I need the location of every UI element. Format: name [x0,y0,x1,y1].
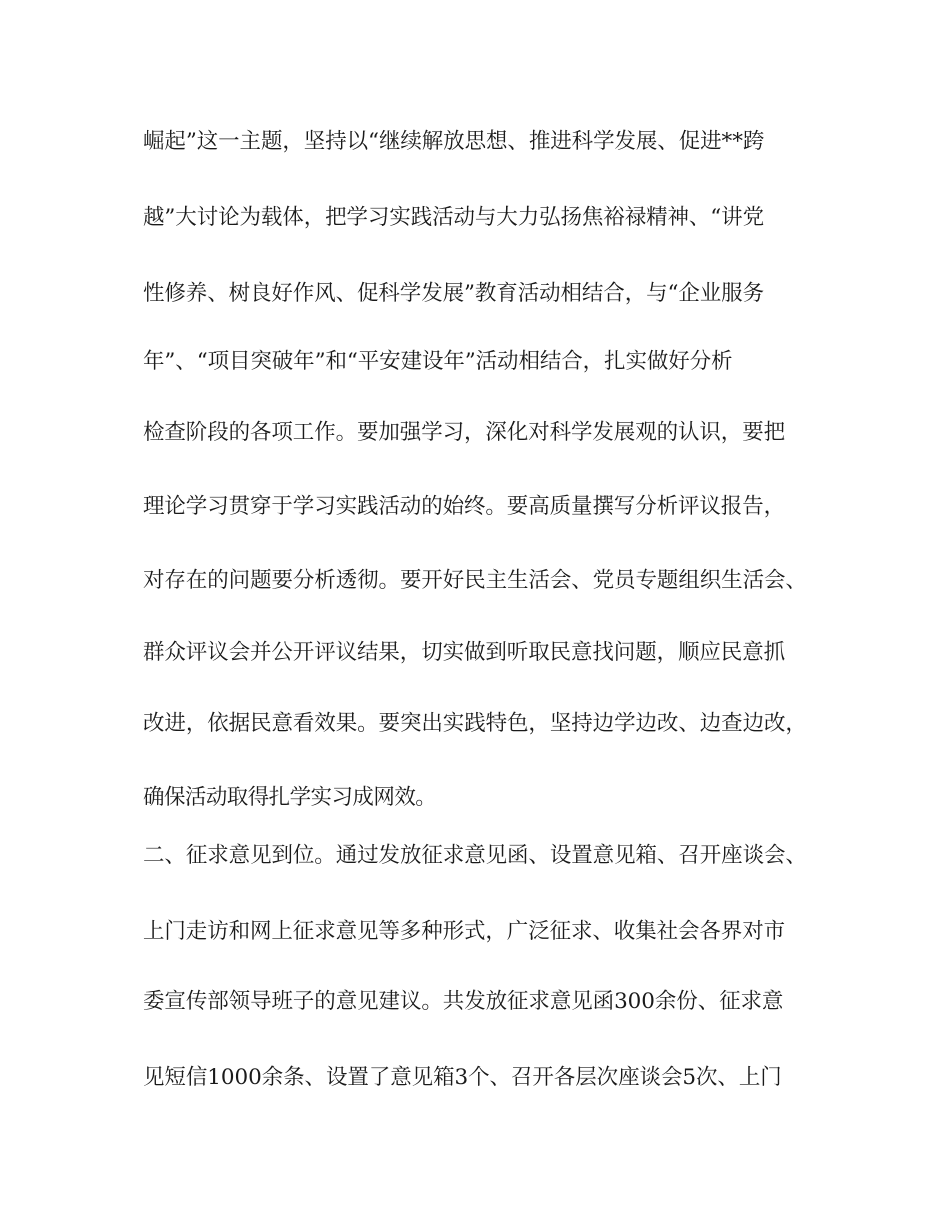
paragraph-line: 越”大讨论为载体，把学习实践活动与大力弘扬焦裕禄精神、“讲党 [143,205,764,230]
paragraph-line: 年”、“项目突破年”和“平安建设年”活动相结合，扎实做好分析 [143,349,733,374]
paragraph-line: 理论学习贯穿于学习实践活动的始终。要高质量撰写分析评议报告， [143,494,786,519]
paragraph-line: 对存在的问题要分析透彻。要开好民主生活会、党员专题组织生活会、 [143,568,807,593]
paragraph-line: 上门走访和网上征求意见等多种形式，广泛征求、收集社会各界对市 [143,919,786,944]
paragraph-line: 见短信1000余条、设置了意见箱3个、召开各层次座谈会5次、上门 [143,1065,782,1090]
paragraph-line: 确保活动取得扎学实习成网效。 [143,785,437,810]
paragraph-line: 崛起”这一主题，坚持以“继续解放思想、推进科学发展、促进**跨 [143,129,765,154]
paragraph-line: 性修养、树良好作风、促科学发展”教育活动相结合，与“企业服务 [143,281,764,306]
paragraph-line: 检查阶段的各项工作。要加强学习，深化对科学发展观的认识，要把 [143,420,786,445]
paragraph-line: 委宣传部领导班子的意见建议。共发放征求意见函300余份、征求意 [143,989,784,1014]
paragraph-line: 群众评议会并公开评议结果，切实做到听取民意找问题，顺应民意抓 [143,640,786,665]
section-heading-line: 二、征求意见到位。通过发放征求意见函、设置意见箱、召开座谈会、 [143,843,807,868]
paragraph-line: 改进，依据民意看效果。要突出实践特色，坚持边学边改、边查边改， [143,711,807,736]
